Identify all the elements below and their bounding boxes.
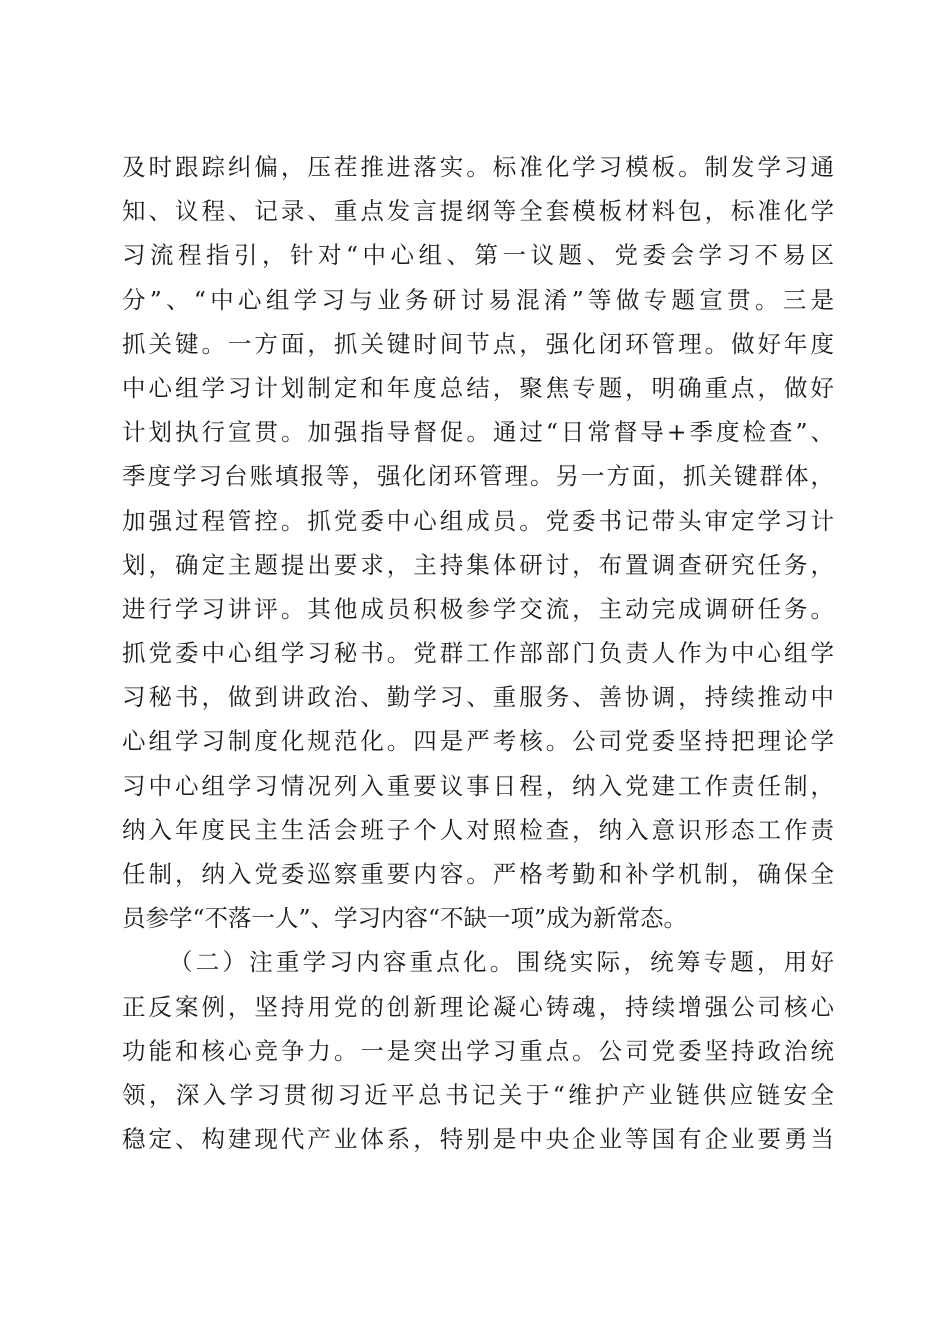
paragraph-end-line: 员参学“不落一人”、学习内容“不缺一项”成为新常态。 (122, 904, 688, 933)
text-line: 及时跟踪纠偏，压茬推进落实。标准化学习模板。制发学习通 (122, 153, 834, 181)
text-line: 中心组学习计划制定和年度总结，聚焦专题，明确重点，做好 (122, 373, 834, 402)
text-line: 任制，纳入党委巡察重要内容。严格考勤和补学机制，确保全 (122, 860, 834, 888)
text-line: 正反案例，坚持用党的创新理论凝心铸魂，持续增强公司核心 (122, 992, 834, 1021)
text-line: 划，确定主题提出要求，主持集体研讨，布置调查研究任务， (122, 550, 834, 579)
text-line: 功能和核心竞争力。一是突出学习重点。公司党委坚持政治统 (122, 1036, 834, 1065)
text-line: 季度学习台账填报等，强化闭环管理。另一方面，抓关键群体， (122, 462, 834, 491)
text-line: 计划执行宣贯。加强指导督促。通过“日常督导+季度检查”、 (122, 418, 834, 447)
body-text (122, 145, 834, 1161)
text-line: 习流程指引，针对“中心组、第一议题、党委会学习不易区 (122, 241, 834, 270)
text-line: 习中心组学习情况列入重要议事日程，纳入党建工作责任制， (122, 771, 834, 800)
text-line: 分”、“中心组学习与业务研讨易混淆”等做专题宣贯。三是 (122, 285, 834, 314)
section-heading-line: （二）注重学习内容重点化。围绕实际，统筹专题，用好 (169, 948, 834, 977)
text-line: 心组学习制度化规范化。四是严考核。公司党委坚持把理论学 (122, 727, 834, 756)
text-line: 领，深入学习贯彻习近平总书记关于“维护产业链供应链安全 (122, 1080, 834, 1109)
text-line: 抓党委中心组学习秘书。党群工作部部门负责人作为中心组学 (122, 639, 834, 668)
text-line: 知、议程、记录、重点发言提纲等全套模板材料包，标准化学 (122, 197, 834, 226)
text-line: 加强过程管控。抓党委中心组成员。党委书记带头审定学习计 (122, 506, 834, 535)
text-line: 抓关键。一方面，抓关键时间节点，强化闭环管理。做好年度 (122, 329, 834, 358)
text-line: 进行学习讲评。其他成员积极参学交流，主动完成调研任务。 (122, 594, 834, 623)
text-line: 习秘书，做到讲政治、勤学习、重服务、善协调，持续推动中 (122, 683, 834, 712)
text-line: 纳入年度民主生活会班子个人对照检查，纳入意识形态工作责 (122, 815, 834, 844)
text-line: 稳定、构建现代产业体系，特别是中央企业等国有企业要勇当 (122, 1125, 834, 1154)
